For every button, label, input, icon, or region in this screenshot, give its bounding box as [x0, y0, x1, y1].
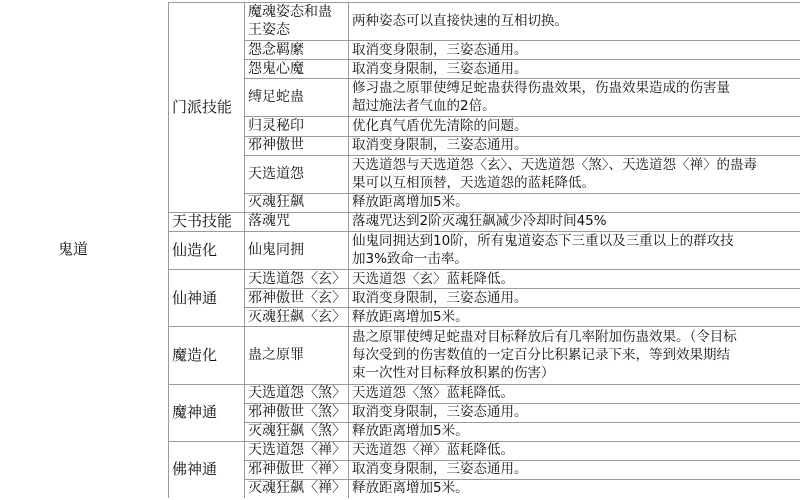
- skill-effect-cell-text: 取消变身限制，三姿态通用。: [352, 60, 528, 77]
- skill-name-cell-text: 天选道怨: [248, 165, 304, 182]
- skill-effect-cell: [352, 288, 798, 307]
- skill-effect-cell-text: 果可以互相顶替，天选道怨的蓝耗降低。: [352, 174, 595, 191]
- skill-name-cell-text: 怨鬼心魔: [248, 60, 304, 77]
- skill-name-cell: [248, 460, 346, 479]
- skill-name-cell-text: 仙鬼同拥: [248, 241, 304, 258]
- skill-effect-cell-text: 两种姿态可以直接快速的互相切换。: [352, 13, 568, 30]
- skill-name-cell-text: 灭魂狂飙〈玄〉: [248, 308, 346, 325]
- skill-name-cell-text: 缚足蛇蛊: [248, 89, 304, 106]
- group-name-cell-text: 门派技能: [172, 97, 233, 116]
- skill-name-cell-text: 归灵秘印: [248, 117, 304, 134]
- skill-effect-cell: [352, 384, 798, 403]
- skill-effect-cell: [352, 441, 798, 460]
- skill-name-cell-text: 天选道怨〈禅〉: [248, 442, 346, 459]
- skill-name-cell: [248, 288, 346, 307]
- skill-name-cell-text: 灭魂狂飙〈禅〉: [248, 480, 346, 497]
- skill-name-cell: [248, 384, 346, 403]
- skill-effect-cell-text: 取消变身限制，三姿态通用。: [352, 404, 528, 421]
- group-name-cell: [172, 212, 242, 231]
- skill-name-cell-text: 天选道怨〈煞〉: [248, 385, 346, 402]
- skill-effect-cell-text: 释放距离增加5米。: [352, 194, 469, 211]
- skill-effect-cell-text: 天选道怨〈禅〉蓝耗降低。: [352, 442, 514, 459]
- category-cell: 鬼道: [58, 241, 89, 258]
- skill-effect-cell-text: 落魂咒达到2阶灭魂狂飙减少冷却时间45%: [352, 213, 607, 230]
- skill-effect-cell-text: 超过施法者气血的2倍。: [352, 98, 496, 115]
- skill-effect-cell: [352, 193, 798, 212]
- skill-name-cell-text: 怨念羁縻: [248, 41, 304, 58]
- skill-name-cell: [248, 155, 346, 193]
- skill-effect-cell: [352, 2, 798, 40]
- skill-effect-cell: [352, 40, 798, 59]
- group-name-cell-text: 佛神通: [172, 460, 218, 479]
- group-name-cell: [172, 326, 242, 383]
- skill-name-cell: [248, 326, 346, 383]
- skill-effect-cell: [352, 59, 798, 78]
- skill-effect-cell: [352, 116, 798, 135]
- skill-effect-cell-text: 释放距离增加5米。: [352, 423, 469, 440]
- skill-name-cell-text: 落魂咒: [248, 213, 290, 230]
- skill-name-cell: [248, 78, 346, 116]
- skill-effect-cell: [352, 403, 798, 422]
- skill-name-cell-text: 灭魂狂飙〈煞〉: [248, 423, 346, 440]
- skill-name-cell-text: 邪神傲世〈禅〉: [248, 461, 346, 478]
- skill-effect-cell-text: 释放距离增加5米。: [352, 480, 469, 497]
- skill-name-cell-text: 邪神傲世〈玄〉: [248, 289, 346, 306]
- skill-name-cell: [248, 479, 346, 498]
- skill-effect-cell-text: 加3%致命一击率。: [352, 250, 468, 267]
- skill-effect-cell-text: 修习蛊之原罪使缚足蛇蛊获得伤蛊效果，伤蛊效果造成的伤害量: [352, 80, 730, 97]
- group-name-cell-text: 魔神通: [172, 403, 218, 422]
- skill-name-cell-text: 天选道怨〈玄〉: [248, 270, 346, 287]
- skill-effect-cell-text: 天选道怨〈玄〉蓝耗降低。: [352, 270, 514, 287]
- group-name-cell: [172, 441, 242, 498]
- skill-name-cell: [248, 212, 346, 231]
- skill-effect-cell-text: 每次受到的伤害数值的一定百分比积累记录下来，等到效果期结: [352, 346, 730, 363]
- skill-name-cell-text: 灭魂狂飙: [248, 194, 304, 211]
- skill-effect-cell: [352, 136, 798, 155]
- skill-effect-cell-text: 蛊之原罪使缚足蛇蛊对目标释放后有几率附加伤蛊效果。（令目标: [352, 328, 737, 345]
- skill-effect-cell-text: 优化真气盾优先清除的问题。: [352, 117, 528, 134]
- skill-effect-cell-text: 取消变身限制，三姿态通用。: [352, 41, 528, 58]
- skill-name-cell-text: 蛊之原罪: [248, 346, 304, 363]
- skill-name-cell-text: 邪神傲世: [248, 137, 304, 154]
- skill-effect-cell: [352, 155, 798, 193]
- skill-effect-cell: [352, 479, 798, 498]
- skill-name-cell: [248, 422, 346, 441]
- skill-effect-cell-text: 取消变身限制，三姿态通用。: [352, 289, 528, 306]
- skill-effect-cell-text: 取消变身限制，三姿态通用。: [352, 461, 528, 478]
- skill-name-cell: [248, 269, 346, 288]
- group-name-cell: [172, 269, 242, 326]
- skill-effect-cell: [352, 422, 798, 441]
- skill-name-cell: [248, 59, 346, 78]
- group-name-cell-text: 天书技能: [172, 212, 233, 231]
- skill-effect-cell: [352, 326, 798, 383]
- group-name-cell-text: 魔造化: [172, 345, 218, 364]
- skill-effect-cell-text: 仙鬼同拥达到10阶，所有鬼道姿态下三重以及三重以上的群攻技: [352, 232, 734, 249]
- skill-name-cell-text: 魔魂姿态和蛊: [248, 4, 332, 21]
- group-name-cell-text: 仙神通: [172, 288, 218, 307]
- group-name-cell-text: 仙造化: [172, 240, 218, 259]
- skill-name-cell: [248, 307, 346, 326]
- skill-name-cell: [248, 193, 346, 212]
- skill-effect-cell: [352, 307, 798, 326]
- group-name-cell: [172, 231, 242, 269]
- skill-name-cell: [248, 136, 346, 155]
- skill-name-cell: [248, 231, 346, 269]
- skill-effect-cell-text: 取消变身限制，三姿态通用。: [352, 137, 528, 154]
- group-name-cell: [172, 384, 242, 441]
- skill-name-cell-text: 邪神傲世〈煞〉: [248, 404, 346, 421]
- skill-name-cell: [248, 116, 346, 135]
- skill-effect-cell: [352, 231, 798, 269]
- skill-effect-cell-text: 天选道怨与天选道怨〈玄〉、天选道怨〈煞〉、天选道怨〈禅〉的蛊毒: [352, 156, 757, 173]
- skill-name-cell: [248, 403, 346, 422]
- skill-effect-cell-text: 束一次性对目标释放积累的伤害）: [352, 364, 555, 381]
- skill-name-cell-text: 王姿态: [248, 22, 290, 39]
- group-name-cell: [172, 2, 242, 212]
- skill-effect-cell: [352, 460, 798, 479]
- skill-effect-cell-text: 释放距离增加5米。: [352, 308, 469, 325]
- skill-effect-cell: [352, 212, 798, 231]
- skill-name-cell: [248, 441, 346, 460]
- skill-name-cell: [248, 2, 346, 40]
- skill-effect-cell: [352, 78, 798, 116]
- skill-name-cell: [248, 40, 346, 59]
- skill-effect-cell-text: 天选道怨〈煞〉蓝耗降低。: [352, 385, 514, 402]
- skill-effect-cell: [352, 269, 798, 288]
